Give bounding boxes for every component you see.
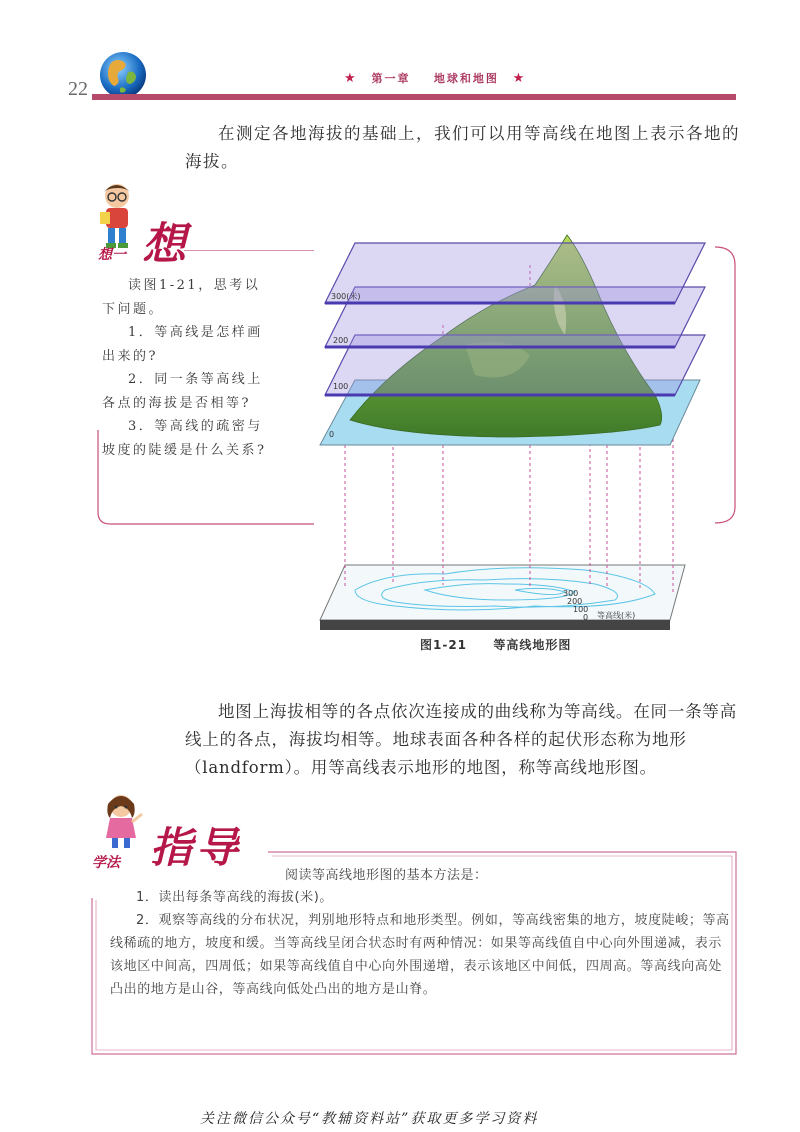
guide-title: 指导	[150, 823, 243, 872]
think-subtitle: 想一	[98, 247, 126, 263]
guide-intro: 阅读等高线地形图的基本方法是：	[285, 868, 488, 883]
guide-step-2: 2．观察等高线的分布状况，判别地形特点和地形类型。例如，等高线密集的地方，坡度陡峻；等高线稀疏的地方，坡度和缓。当等高线呈闭合状态时有两种情况：如果等高线值自中心向外围递减，表示该地区中间高，四周低；如果等高线值自中心向外围递增，表示该地区中间低，四周高。等高线向高处凸出的地方是山谷，等高线向低处凸出的地方是山脊。	[110, 913, 730, 997]
think-question-3: 3．等高线的疏密与坡度的陡缓是什么关系?	[102, 419, 267, 458]
plane-label-0: 0	[329, 430, 335, 439]
plane-label-300: 300(米)	[331, 292, 361, 301]
elevation-planes	[325, 243, 705, 395]
map-label-100: 100	[573, 605, 589, 614]
map-label-200: 200	[567, 597, 583, 606]
globe-icon	[98, 50, 148, 100]
base-map-edge	[320, 620, 670, 630]
bracket-line	[715, 247, 735, 523]
think-box-text	[102, 274, 270, 462]
star-icon: ★	[344, 71, 358, 86]
think-title: 想	[142, 219, 186, 270]
figure-caption	[420, 636, 571, 653]
chapter-label: 第一章	[371, 72, 411, 85]
header-divider	[92, 94, 736, 100]
map-label-300: 300	[563, 589, 579, 598]
caption-number: 图1-21	[420, 638, 468, 652]
intro-paragraph: 在测定各地海拔的基础上，我们可以用等高线在地图上表示各地的海拔。	[185, 124, 740, 171]
footer-note: 关注微信公众号“教辅资料站”获取更多学习资料	[200, 1111, 539, 1127]
think-prompt: 读图1-21，思考以下问题。	[102, 278, 261, 317]
star-icon: ★	[512, 71, 527, 86]
boy-character-icon	[94, 180, 140, 250]
chapter-title: 地球和地图	[433, 72, 499, 85]
contour-figure	[315, 225, 745, 645]
definition-paragraph: 地图上海拔相等的各点依次连接成的曲线称为等高线。在同一条等高线上的各点，海拔均相等。地球表面各种各样的起伏形态称为地形（landform）。用等高线表示地形的地图，称等高线地形图。	[185, 702, 737, 777]
girl-character-icon	[96, 792, 146, 852]
think-question-1: 1．等高线是怎样画出来的?	[102, 325, 263, 364]
chapter-heading	[336, 70, 534, 86]
plane-label-100: 100	[333, 382, 349, 391]
caption-title: 等高线地形图	[493, 638, 572, 652]
think-question-2: 2．同一条等高线上各点的海拔是否相等?	[102, 372, 263, 411]
guide-step-1: 1．读出每条等高线的海拔(米)。	[136, 890, 334, 905]
guide-subtitle: 学法	[92, 855, 120, 871]
map-label-unit: 等高线(米)	[597, 611, 636, 620]
map-label-0: 0	[583, 613, 589, 622]
page-number: 22	[68, 78, 88, 100]
plane-label-200: 200	[333, 336, 349, 345]
guide-body	[110, 886, 732, 1001]
